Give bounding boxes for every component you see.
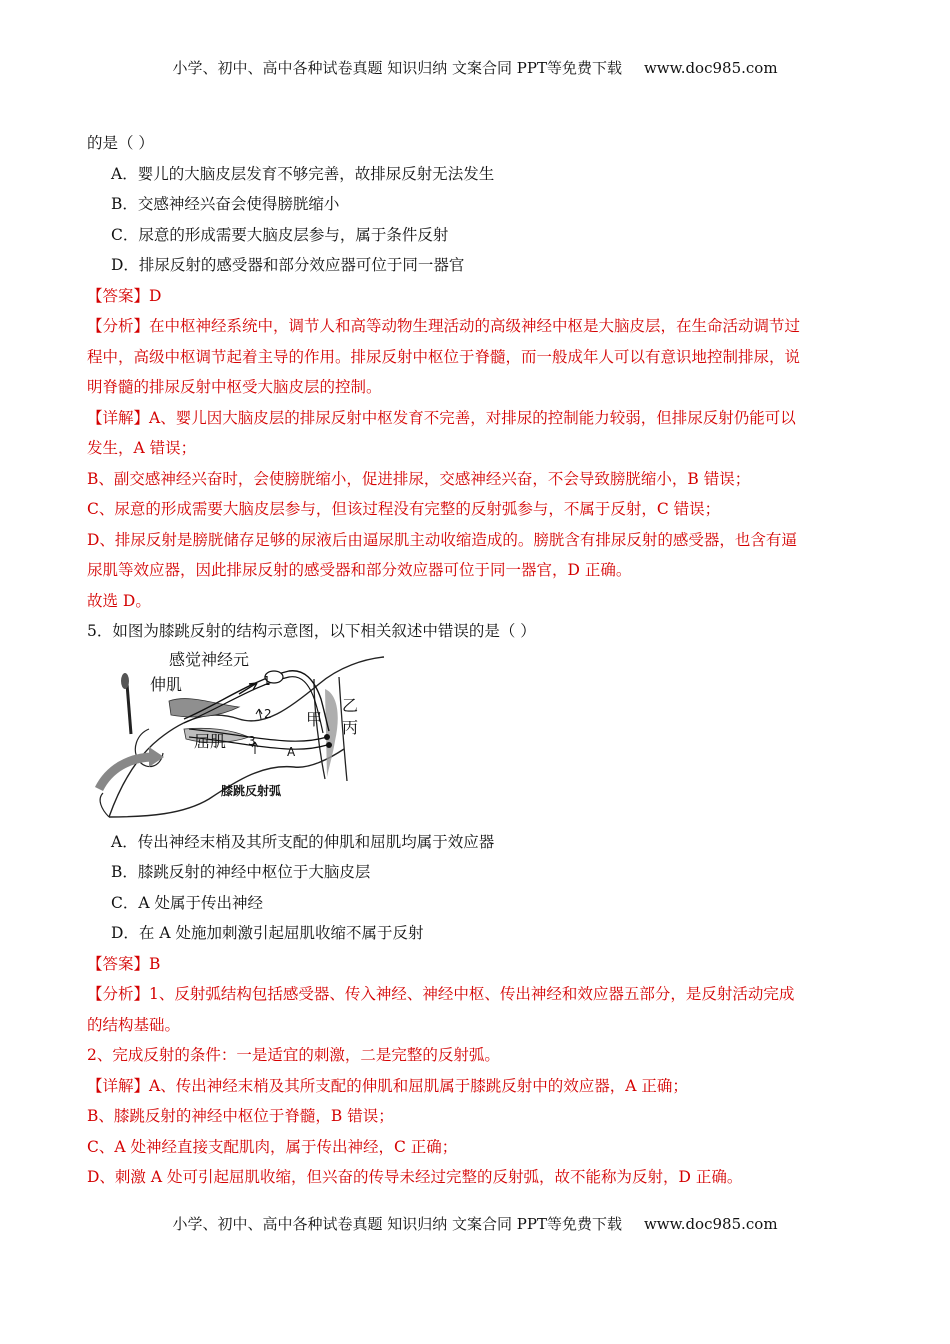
- q4-option-a: A．婴儿的大脑皮层发育不够完善，故排尿反射无法发生: [111, 164, 495, 183]
- q5-stem: 5．如图为膝跳反射的结构示意图，以下相关叙述中错误的是（ ）: [87, 622, 536, 640]
- q4-option-d: D．排尿反射的感受器和部分效应器可位于同一器官: [111, 256, 465, 274]
- q5-option-a: A．传出神经末梢及其所支配的伸肌和屈肌均属于效应器: [111, 832, 495, 851]
- q4-detail-line: D、排尿反射是膀胱储存足够的尿液后由逼尿肌主动收缩造成的。膀胱含有排尿反射的感受器，也含有逼: [87, 530, 797, 549]
- page-footer: [0, 1213, 950, 1234]
- label-jia: 甲: [306, 709, 323, 729]
- label-3: 3: [248, 733, 256, 748]
- q4-detail-line: 故选 D。: [87, 591, 151, 610]
- q5-option-b: B．膝跳反射的神经中枢位于大脑皮层: [111, 863, 371, 881]
- diagram-caption: 膝跳反射弧: [221, 783, 282, 798]
- label-1: 1: [263, 673, 271, 688]
- q4-option-b: B．交感神经兴奋会使得膀胱缩小: [111, 195, 340, 213]
- q5-analysis-line: 【分析】1、反射弧结构包括感受器、传入神经、神经中枢、传出神经和效应器五部分，是反射活动完成: [87, 985, 795, 1003]
- q4-stem-tail: 的是（ ）: [87, 134, 154, 152]
- label-bing: 丙: [342, 717, 359, 737]
- label-sensory-neuron: 感觉神经元: [169, 649, 250, 669]
- q4-answer: 【答案】D: [87, 286, 162, 305]
- label-2: 2: [264, 706, 272, 721]
- q5-option-d: D．在 A 处施加刺激引起屈肌收缩不属于反射: [111, 924, 424, 942]
- q4-detail-line: 尿肌等效应器，因此排尿反射的感受器和部分效应器可位于同一器官，D 正确。: [87, 561, 632, 579]
- label-extensor: 伸肌: [150, 674, 183, 694]
- footer-url[interactable]: www.doc985.com: [643, 1215, 778, 1233]
- page-header: [0, 57, 950, 78]
- q4-analysis-line: 明脊髓的排尿反射中枢受大脑皮层的控制。: [87, 378, 382, 396]
- knee-jerk-reflex-diagram: [89, 649, 389, 819]
- q4-detail-line: 【详解】A、婴儿因大脑皮层的排尿反射中枢发育不完善，对排尿的控制能力较弱，但排尿反射仍能可以: [87, 408, 796, 427]
- header-text: 小学、初中、高中各种试卷真题 知识归纳 文案合同 PPT等免费下载: [172, 59, 622, 77]
- footer-text: 小学、初中、高中各种试卷真题 知识归纳 文案合同 PPT等免费下载: [172, 1215, 622, 1233]
- label-yi: 乙: [342, 695, 359, 715]
- q4-option-c: C．尿意的形成需要大脑皮层参与，属于条件反射: [111, 225, 449, 244]
- q5-detail-line: B、膝跳反射的神经中枢位于脊髓，B 错误；: [87, 1107, 394, 1125]
- q5-detail-line: C、A 处神经直接支配肌肉，属于传出神经，C 正确；: [87, 1137, 458, 1156]
- q5-answer: 【答案】B: [87, 954, 161, 973]
- label-a: A: [287, 744, 296, 759]
- q4-detail-line: B、副交感神经兴奋时，会使膀胱缩小，促进排尿，交感神经兴奋，不会导致膀胱缩小，B 错误；: [87, 469, 751, 488]
- q4-detail-line: 发生，A 错误；: [87, 439, 197, 457]
- label-flexor: 屈肌: [194, 731, 227, 751]
- q5-detail-line: D、刺激 A 处可引起屈肌收缩，但兴奋的传导未经过完整的反射弧，故不能称为反射，D 正确。: [87, 1168, 743, 1186]
- q4-analysis-line: 【分析】在中枢神经系统中，调节人和高等动物生理活动的高级神经中枢是大脑皮层，在生命活动调节过: [87, 317, 801, 335]
- q5-option-c: C．A 处属于传出神经: [111, 893, 263, 912]
- q4-detail-line: C、尿意的形成需要大脑皮层参与，但该过程没有完整的反射弧参与，不属于反射，C 错误；: [87, 500, 721, 518]
- q4-analysis-line: 程中，高级中枢调节起着主导的作用。排尿反射中枢位于脊髓，而一般成年人可以有意识地控制排尿，说: [87, 347, 801, 366]
- document-body: [87, 128, 867, 1193]
- q5-analysis-line: 2、完成反射的条件：一是适宜的刺激，二是完整的反射弧。: [87, 1046, 500, 1064]
- header-url[interactable]: www.doc985.com: [643, 59, 778, 77]
- q5-analysis-line: 的结构基础。: [87, 1015, 181, 1034]
- q5-detail-line: 【详解】A、传出神经末梢及其所支配的伸肌和屈肌属于膝跳反射中的效应器，A 正确；: [87, 1076, 688, 1095]
